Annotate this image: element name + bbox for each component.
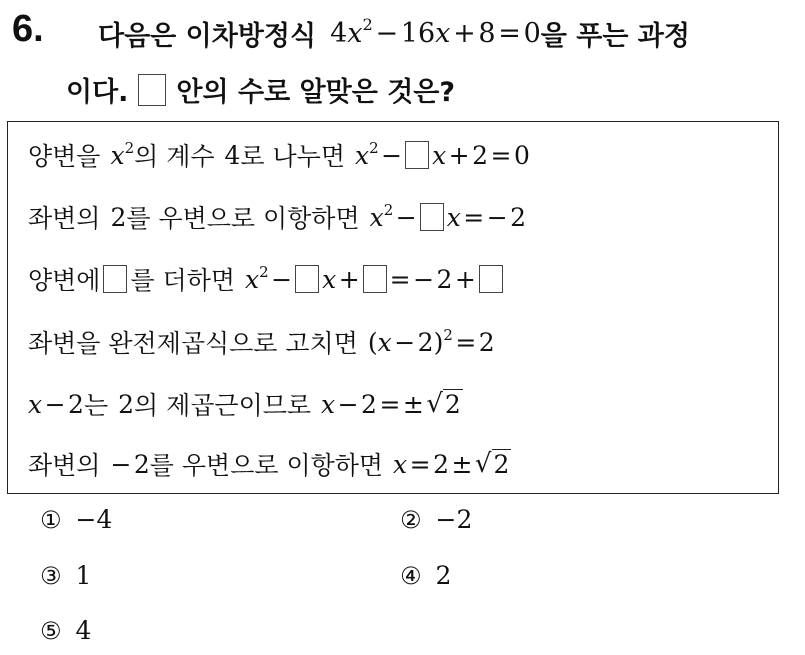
solution-step-4: 좌변을 완전제곱식으로 고치면 (x − 2)$^2$ = 2	[28, 325, 495, 358]
question-equation: $4x^2$ − 16x + 8 = 0	[330, 14, 541, 49]
blank-box	[420, 203, 444, 231]
solution-step-3: 양변에 를 더하면 $x^2$ − x + = − 2 +	[28, 259, 506, 299]
choice-3[interactable]	[40, 561, 91, 590]
question-text-line2-prefix: 이다.	[66, 77, 129, 108]
choice-value: −2	[435, 505, 473, 534]
sqrt-symbol: √ 2	[426, 389, 461, 419]
solution-step-5: x − 2 는 2 의 제곱근이므로 x − 2 = ± √ 2	[28, 389, 461, 420]
question-text-suffix: 을 푸는 과정	[540, 21, 690, 52]
choice-value: −4	[75, 505, 113, 534]
question-number: 6.	[12, 8, 44, 50]
choice-4[interactable]	[400, 561, 451, 590]
choice-5[interactable]	[40, 616, 91, 645]
sqrt-symbol: √ 2	[474, 449, 510, 479]
question-line-1	[98, 14, 690, 53]
choice-value: 1	[75, 561, 92, 590]
solution-step-6: 좌변의 − 2 를 우변으로 이항하면 x = 2 ± √ 2	[28, 449, 510, 480]
choice-marker: ①	[40, 505, 62, 534]
question-text-line2-suffix: 안의 수로 알맞은 것은?	[176, 77, 456, 108]
choice-value: 2	[435, 561, 452, 590]
choice-marker: ⑤	[40, 616, 62, 645]
blank-box	[363, 265, 387, 293]
choice-marker: ③	[40, 561, 62, 590]
choice-marker: ④	[400, 561, 422, 590]
solution-box	[7, 121, 779, 494]
solution-step-2: 좌변의 2 를 우변으로 이항하면 $x^2$ − x = − 2	[28, 200, 527, 233]
choice-marker: ②	[400, 505, 422, 534]
solution-step-1: 양변을 $x^2$ 의 계수 4 로 나누면 $x^2$ − x + 2 = 0	[28, 138, 530, 171]
choice-value: 4	[75, 616, 92, 645]
blank-box	[103, 265, 127, 293]
blank-box	[479, 265, 503, 293]
answer-blank-box	[138, 74, 166, 106]
choice-2[interactable]	[400, 505, 472, 534]
blank-box	[405, 141, 429, 169]
blank-box	[295, 265, 319, 293]
question-line-2	[66, 70, 455, 109]
question-text-prefix: 다음은 이차방정식	[98, 21, 317, 52]
choice-1[interactable]	[40, 505, 112, 534]
